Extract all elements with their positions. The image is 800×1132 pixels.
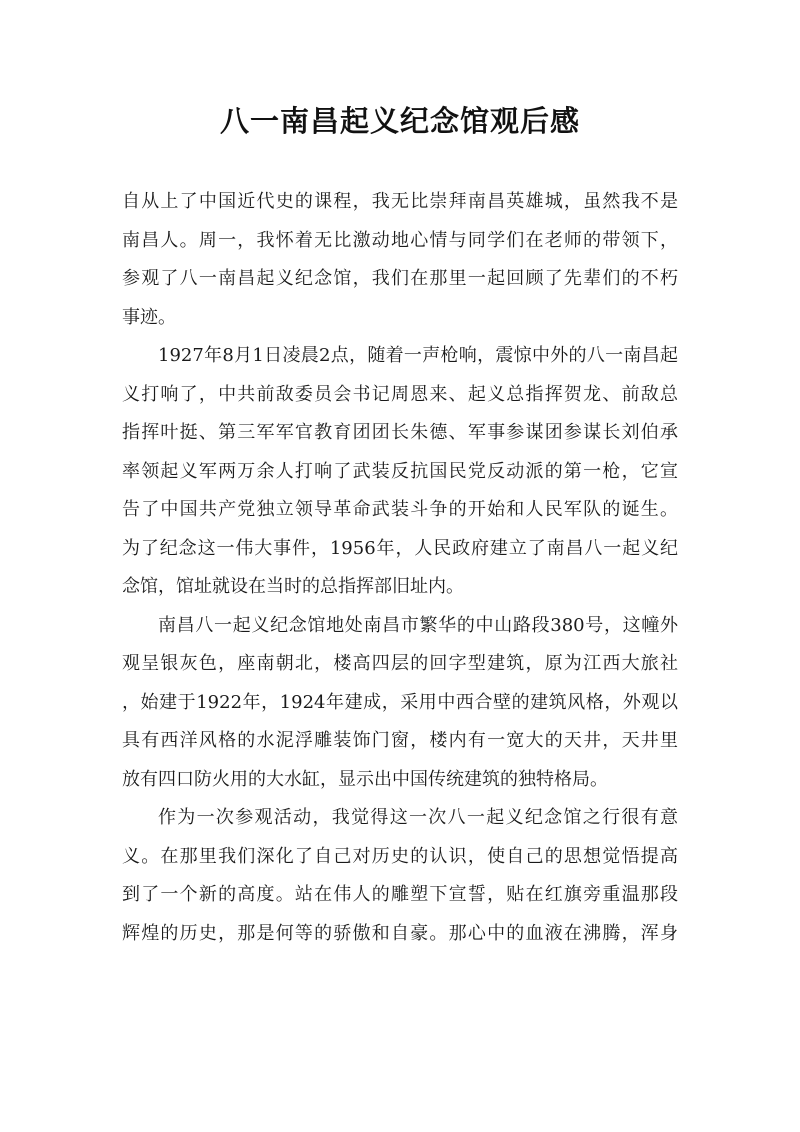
- text-line: 义打响了，中共前敌委员会书记周恩来、起义总指挥贺龙、前敌总: [122, 383, 678, 405]
- text-line: 告了中国共产党独立领导革命武装斗争的开始和人民军队的诞生。: [122, 499, 678, 520]
- text-line: 参观了八一南昌起义纪念馆，我们在那里一起回顾了先辈们的不朽: [122, 268, 678, 289]
- document-title: 八一南昌起义纪念馆观后感: [219, 104, 580, 138]
- document-body: [122, 183, 678, 953]
- text-line: 自从上了中国近代史的课程，我无比崇拜南昌英雄城，虽然我不是: [122, 191, 678, 212]
- text-line: 念馆，馆址就设在当时的总指挥部旧址内。: [122, 576, 464, 597]
- text-line: ，始建于1922年，1924年建成，采用中西合壁的建筑风格，外观以: [122, 691, 678, 713]
- text-line: 作为一次参观活动，我觉得这一次八一起义纪念馆之行很有意: [158, 807, 678, 828]
- text-line: 南昌人。周一，我怀着无比激动地心情与同学们在老师的带领下，: [122, 229, 678, 251]
- text-line: 义。在那里我们深化了自己对历史的认识，使自己的思想觉悟提高: [122, 845, 678, 867]
- text-line: 率领起义军两万余人打响了武装反抗国民党反动派的第一枪，它宣: [122, 460, 678, 482]
- text-line: 指挥叶挺、第三军军官教育团团长朱德、军事参谋团参谋长刘伯承: [122, 422, 678, 443]
- text-line: 到了一个新的高度。站在伟人的雕塑下宣誓，贴在红旗旁重温那段: [122, 884, 678, 905]
- text-line: 观呈银灰色，座南朝北，楼高四层的回字型建筑，原为江西大旅社: [122, 653, 678, 674]
- text-line: 具有西洋风格的水泥浮雕装饰门窗，楼内有一宽大的天井，天井里: [122, 730, 678, 751]
- text-line: 为了纪念这一伟大事件，1956年，人民政府建立了南昌八一起义纪: [122, 537, 678, 559]
- text-line: 南昌八一起义纪念馆地处南昌市繁华的中山路段380号，这幢外: [158, 614, 678, 636]
- text-line: 放有四口防火用的大水缸，显示出中国传统建筑的独特格局。: [122, 768, 608, 790]
- text-line: 1927年8月1日凌晨2点，随着一声枪响，震惊中外的八一南昌起: [158, 345, 678, 366]
- text-line: 事迹。: [122, 306, 176, 328]
- text-line: 辉煌的历史，那是何等的骄傲和自豪。那心中的血液在沸腾，浑身: [122, 922, 678, 944]
